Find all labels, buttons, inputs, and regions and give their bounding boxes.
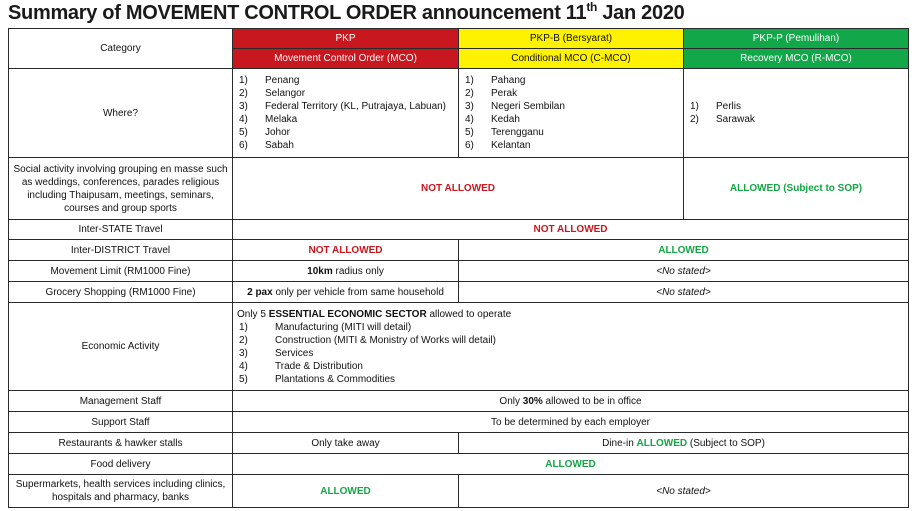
list-item: 3) Federal Territory (KL, Putrajaya, Labuan) (239, 101, 447, 112)
pkp-code-header: PKP (233, 29, 459, 49)
cmco-states-list (459, 69, 684, 158)
grocery-mco: 2 pax only per vehicle from same household (233, 282, 459, 303)
mco-states-list (233, 69, 459, 158)
list-item: 3) Negeri Sembilan (465, 101, 565, 112)
list-item: 2) Selangor (239, 88, 306, 99)
social-activity-mco-cmco: NOT ALLOWED (233, 158, 684, 220)
cmco-name-header: Conditional MCO (C-MCO) (459, 49, 684, 69)
restaurants-mco: Only take away (233, 433, 459, 454)
restaurants-other: Dine-in ALLOWED (Subject to SOP) (459, 433, 909, 454)
rmco-states-list (684, 69, 909, 158)
list-item: 2) Perak (465, 88, 518, 99)
social-activity-rmco: ALLOWED (Subject to SOP) (684, 158, 909, 220)
interdistrict-mco: NOT ALLOWED (233, 240, 459, 261)
list-item: 1) Penang (239, 75, 300, 86)
list-item: 5) Johor (239, 127, 291, 138)
supermarkets-mco: ALLOWED (233, 475, 459, 508)
list-item: 1) Pahang (465, 75, 526, 86)
supermarkets-other: <No stated> (459, 475, 909, 508)
pkpp-code-header: PKP-P (Pemulihan) (684, 29, 909, 49)
movement-limit-mco: 10km radius only (233, 261, 459, 282)
list-item: 3) Services (239, 347, 314, 359)
interstate-label: Inter-STATE Travel (9, 220, 233, 240)
list-item: 6) Sabah (239, 140, 294, 151)
rmco-name-header: Recovery MCO (R-MCO) (684, 49, 909, 69)
list-item: 1) Manufacturing (MITI will detail) (239, 321, 412, 333)
grocery-label: Grocery Shopping (RM1000 Fine) (9, 282, 233, 303)
category-header: Category (9, 29, 233, 69)
interdistrict-other: ALLOWED (459, 240, 909, 261)
movement-limit-label: Movement Limit (RM1000 Fine) (9, 261, 233, 282)
food-delivery-value: ALLOWED (233, 454, 909, 475)
list-item: 4) Melaka (239, 114, 298, 125)
page-title: Summary of MOVEMENT CONTROL ORDER announcement 11th Jan 2020 (8, 0, 685, 24)
list-item: 2) Sarawak (690, 114, 755, 125)
list-item: 5) Terengganu (465, 127, 544, 138)
restaurants-label: Restaurants & hawker stalls (9, 433, 233, 454)
grocery-other: <No stated> (459, 282, 909, 303)
social-activity-label: Social activity involving grouping en masse such as weddings, conferences, parades religious including Thaipusam, meetings, seminars, courses and group sports (9, 158, 233, 220)
mco-summary-table (8, 28, 909, 508)
list-item: 5) Plantations & Commodities (239, 373, 396, 385)
management-staff-label: Management Staff (9, 391, 233, 412)
list-item: 4) Kedah (465, 114, 520, 125)
list-item: 1) Perlis (690, 101, 742, 112)
movement-limit-other: <No stated> (459, 261, 909, 282)
support-staff-label: Support Staff (9, 412, 233, 433)
supermarkets-label: Supermarkets, health services including clinics, hospitals and pharmacy, banks (9, 475, 233, 508)
mco-name-header: Movement Control Order (MCO) (233, 49, 459, 69)
list-item: 6) Kelantan (465, 140, 531, 151)
interstate-value: NOT ALLOWED (233, 220, 909, 240)
economic-intro: Only 5 ESSENTIAL ECONOMIC SECTOR allowed to operate (237, 308, 512, 320)
management-staff-value: Only 30% allowed to be in office (233, 391, 909, 412)
economic-activity-value (233, 303, 909, 391)
list-item: 2) Construction (MITI & Monistry of Works will detail) (239, 334, 496, 346)
food-delivery-label: Food delivery (9, 454, 233, 475)
economic-activity-label: Economic Activity (9, 303, 233, 391)
support-staff-value: To be determined by each employer (233, 412, 909, 433)
interdistrict-label: Inter-DISTRICT Travel (9, 240, 233, 261)
list-item: 4) Trade & Distribution (239, 360, 363, 372)
where-label: Where? (9, 69, 233, 158)
pkpb-code-header: PKP-B (Bersyarat) (459, 29, 684, 49)
